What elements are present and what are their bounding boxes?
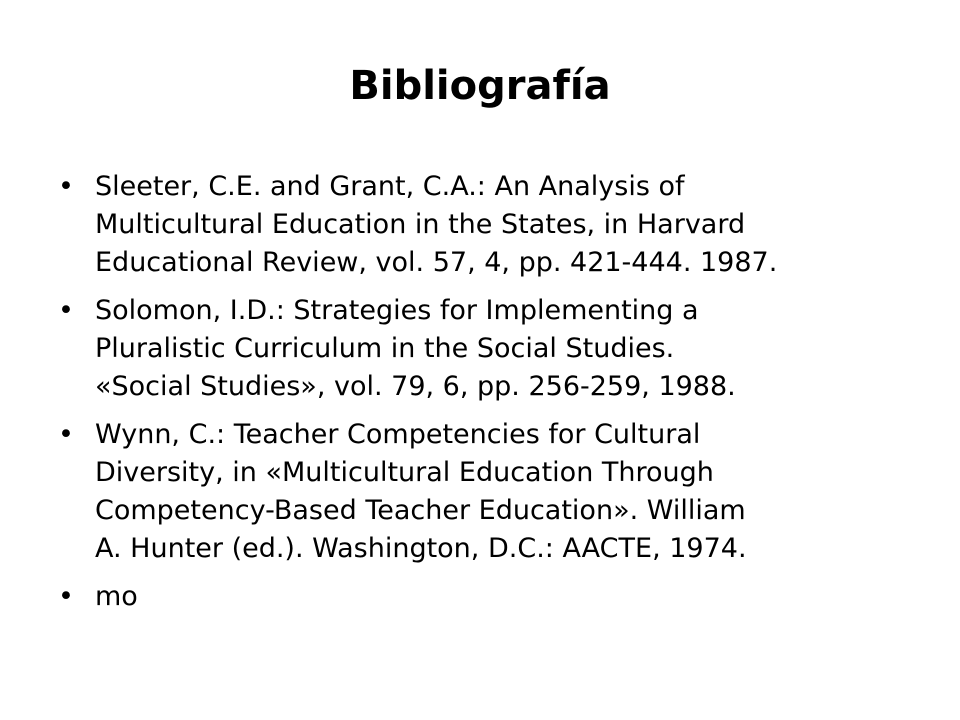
slide-title: Bibliografía	[349, 63, 611, 109]
entry-line: A. Hunter (ed.). Washington, D.C.: AACTE, 1974.	[95, 533, 747, 564]
bibliography-item	[58, 578, 918, 616]
bibliography-entry-text	[95, 416, 918, 568]
entry-line: Competency-Based Teacher Education». William	[95, 495, 746, 526]
entry-line: Educational Review, vol. 57, 4, pp. 421-444. 1987.	[95, 247, 778, 278]
bibliography-entry-text	[95, 292, 918, 406]
entry-line: Pluralistic Curriculum in the Social Studies.	[95, 333, 675, 364]
bibliography-item	[58, 416, 918, 568]
bullet-icon: •	[58, 581, 74, 612]
bibliography-list	[58, 168, 918, 626]
entry-line: Solomon, I.D.: Strategies for Implementing a	[95, 295, 699, 326]
entry-line: Sleeter, C.E. and Grant, C.A.: An Analysis of	[95, 171, 685, 202]
entry-line: «Social Studies», vol. 79, 6, pp. 256-259, 1988.	[95, 371, 736, 402]
bibliography-item	[58, 292, 918, 406]
bibliography-item	[58, 168, 918, 282]
entry-line: Multicultural Education in the States, in Harvard	[95, 209, 746, 240]
bullet-icon: •	[58, 171, 74, 202]
entry-line: Diversity, in «Multicultural Education Through	[95, 457, 714, 488]
bibliography-entry-text	[95, 168, 918, 282]
bullet-icon: •	[58, 295, 74, 326]
bullet-icon: •	[58, 419, 74, 450]
entry-line: Wynn, C.: Teacher Competencies for Cultural	[95, 419, 701, 450]
entry-line: mo	[95, 581, 138, 612]
bibliography-entry-text	[95, 578, 918, 616]
